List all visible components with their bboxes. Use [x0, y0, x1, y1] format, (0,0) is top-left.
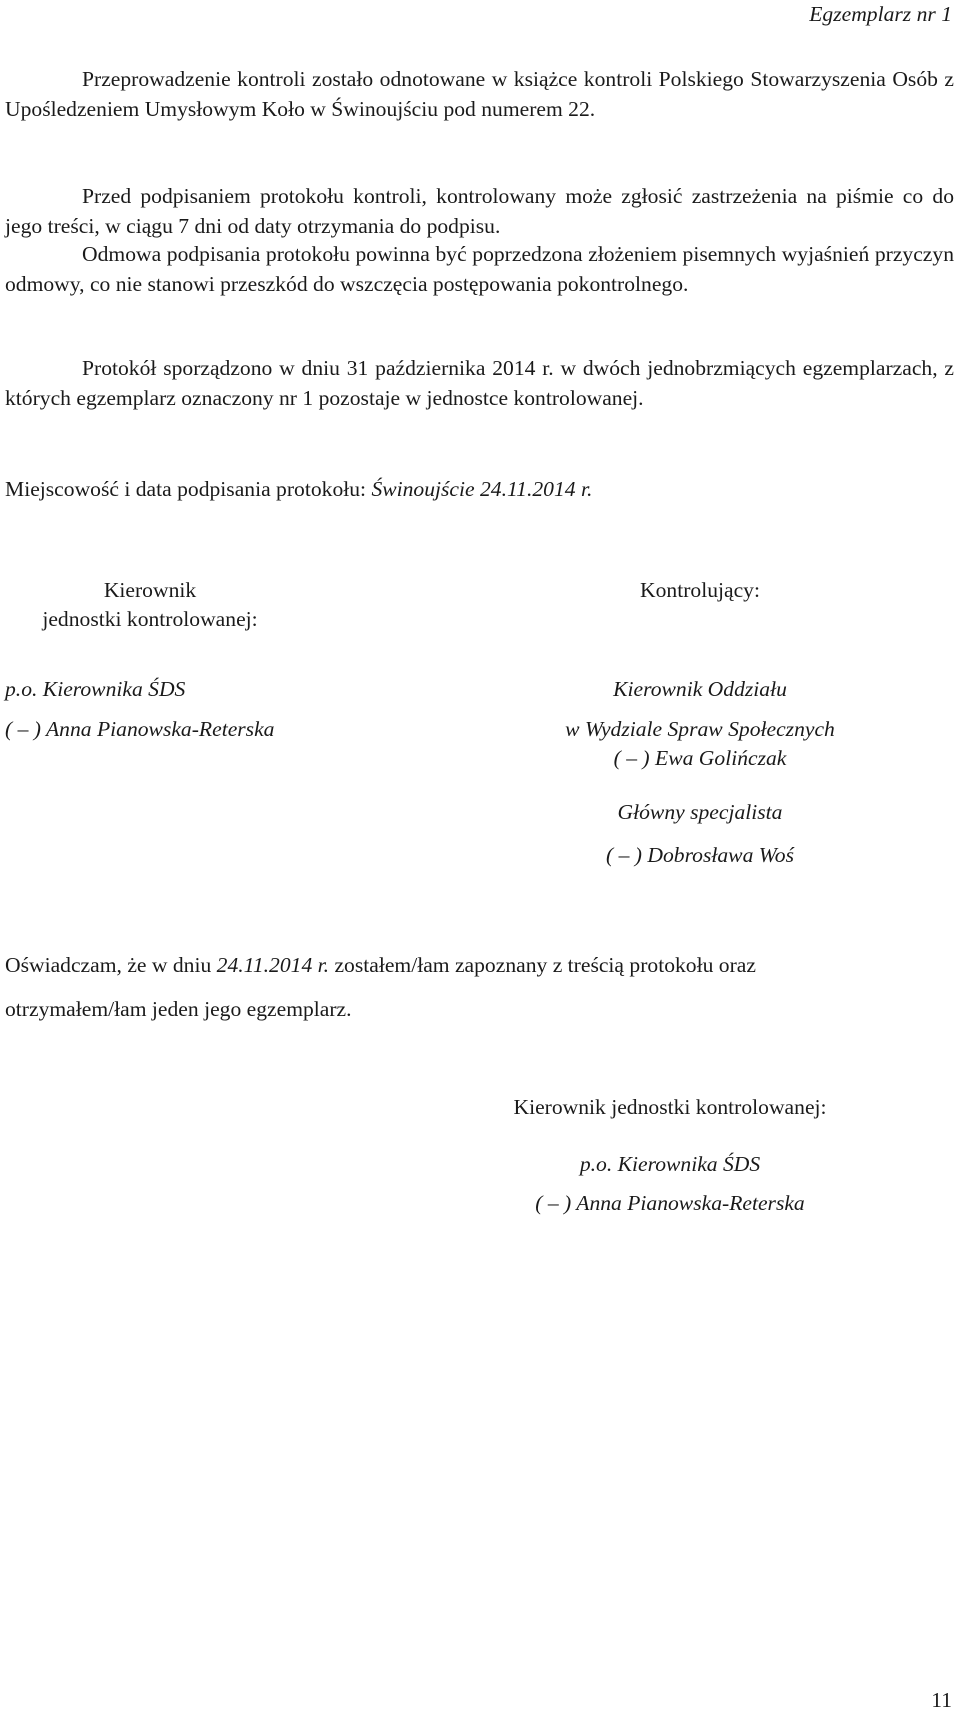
declaration-line-1: [5, 953, 756, 978]
right-signer-role-2: w Wydziale Spraw Społecznych: [565, 717, 835, 741]
final-signer-name: ( – ) Anna Pianowska-Reterska: [535, 1191, 805, 1215]
declaration-line-2: otrzymałem/łam jeden jego egzemplarz.: [5, 997, 352, 1021]
left-signature-heading-2: jednostki kontrolowanej:: [42, 607, 258, 631]
left-signer-name: ( – ) Anna Pianowska-Reterska: [5, 717, 275, 741]
right-signer-role-3: Główny specjalista: [617, 800, 783, 824]
paragraph-copies: Protokół sporządzono w dniu 31 października 2014 r. w dwóch jednobrzmiących egzemplarzach, z których egzemplarz oznaczony nr 1 pozostaje w jednostce kontrolowanej.: [5, 356, 954, 410]
declaration-date: 24.11.2014 r.: [216, 953, 330, 977]
paragraph-refusal: Odmowa podpisania protokołu powinna być poprzedzona złożeniem pisemnych wyjaśnień przyczyn odmowy, co nie stanowi przeszkód do wszczęcia postępowania pokontrolnego.: [5, 242, 954, 296]
right-signature-heading: Kontrolujący:: [640, 578, 760, 602]
right-signer-name-2: ( – ) Dobrosława Woś: [606, 843, 794, 867]
declaration-part-2: zostałem/łam zapoznany z treścią protokołu oraz: [329, 953, 756, 977]
page-number: 11: [931, 1688, 952, 1712]
left-signature-heading-1: Kierownik: [103, 578, 197, 602]
right-signer-name-1: ( – ) Ewa Golińczak: [613, 746, 787, 770]
declaration-part-1: Oświadczam, że w dniu: [5, 953, 217, 977]
paragraph-objections: Przed podpisaniem protokołu kontroli, kontrolowany może zgłosić zastrzeżenia na piśmie co do jego treści, w ciągu 7 dni od daty otrzymania do podpisu.: [5, 184, 954, 238]
paragraph-inspection-record: Przeprowadzenie kontroli zostało odnotowane w książce kontroli Polskiego Stowarzyszenia Osób z Upośledzeniem Umysłowym Koło w Świnoujściu pod numerem 22.: [5, 67, 954, 121]
place-date-label: Miejscowość i data podpisania protokołu:: [5, 477, 372, 501]
final-signer-role: p.o. Kierownika ŚDS: [579, 1152, 761, 1176]
final-signature-heading: Kierownik jednostki kontrolowanej:: [513, 1095, 827, 1119]
copy-number-label: Egzemplarz nr 1: [809, 2, 952, 26]
place-date-value: Świnoujście 24.11.2014 r.: [371, 477, 593, 501]
left-signer-role: p.o. Kierownika ŚDS: [5, 677, 186, 701]
right-signer-role-1: Kierownik Oddziału: [613, 677, 787, 701]
place-date-line: [5, 477, 592, 502]
